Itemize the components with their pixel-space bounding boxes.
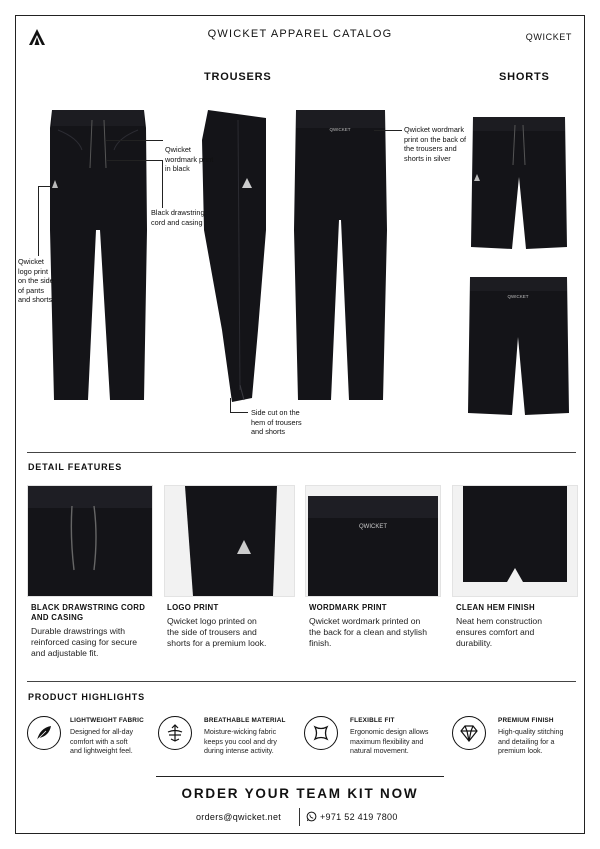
stretch-square-icon — [304, 716, 338, 750]
trousers-back-wordmark: QWICKET — [329, 127, 351, 132]
detail-desc-hem: Neat hem construction ensures comfort and durability. — [456, 616, 542, 648]
trousers-back-image — [293, 110, 388, 402]
callout-wordmark-front: Qwicket wordmark print in black — [165, 145, 214, 174]
shorts-back-image — [467, 277, 570, 417]
detail-heading: DETAIL FEATURES — [28, 462, 123, 472]
contact-separator — [299, 808, 300, 826]
contact-email[interactable]: orders@qwicket.net — [196, 812, 282, 822]
highlight-desc-lightweight: Designed for all-day comfort with a soft and lightweight feel. — [70, 728, 134, 755]
brand-name: QWICKET — [525, 32, 572, 42]
callout-line-drawstring-v — [162, 160, 163, 208]
detail-title-hem: CLEAN HEM FINISH — [456, 603, 535, 612]
detail-photo-wordmark — [305, 485, 441, 597]
trousers-front-image — [48, 110, 148, 402]
section-shorts: SHORTS — [499, 71, 550, 83]
airflow-arrows-icon — [158, 716, 192, 750]
divider-highlights — [27, 681, 576, 682]
callout-line-wordmark-back — [374, 130, 402, 131]
callout-line-drawstring — [106, 160, 163, 161]
callout-drawstring: Black drawstring cord and casing — [151, 208, 205, 227]
highlight-desc-premium: High-quality stitching and detailing for a premium look. — [498, 728, 564, 755]
callout-line-wordmark — [106, 140, 163, 141]
detail-title-logo: LOGO PRINT — [167, 603, 219, 612]
diamond-icon — [452, 716, 486, 750]
contact-phone[interactable]: +971 52 419 7800 — [320, 812, 398, 822]
detail-title-wordmark: WORDMARK PRINT — [309, 603, 387, 612]
shorts-front-image — [470, 117, 568, 251]
section-trousers: TROUSERS — [204, 71, 272, 83]
feather-icon — [27, 716, 61, 750]
detail-desc-drawstring: Durable drawstrings with reinforced casing for secure and adjustable fit. — [31, 626, 138, 658]
detail-desc-wordmark: Qwicket wordmark printed on the back for a clean and stylish finish. — [309, 616, 427, 648]
cta-heading: ORDER YOUR TEAM KIT NOW — [181, 786, 419, 801]
shorts-back-wordmark: QWICKET — [507, 294, 529, 299]
highlight-desc-flexible: Ergonomic design allows maximum flexibility and natural movement. — [350, 728, 429, 755]
detail-title-drawstring: BLACK DRAWSTRING CORD AND CASING — [31, 603, 146, 622]
detail-photo-drawstring — [27, 485, 153, 597]
highlight-title-lightweight: LIGHTWEIGHT FABRIC — [70, 717, 144, 724]
highlight-title-premium: PREMIUM FINISH — [498, 717, 554, 724]
highlight-title-breathable: BREATHABLE MATERIAL — [204, 717, 286, 724]
callout-wordmark-back: Qwicket wordmark print on the back of the trousers and shorts in silver — [404, 125, 467, 163]
whatsapp-icon — [306, 811, 317, 822]
highlight-desc-breathable: Moisture-wicking fabric keeps you cool and dry during intense activity. — [204, 728, 277, 755]
callout-line-sidelogo-h — [38, 186, 50, 187]
divider-cta — [156, 776, 444, 777]
divider-detail — [27, 452, 576, 453]
callout-side-cut: Side cut on the hem of trousers and shorts — [251, 408, 302, 437]
detail-photo-hem — [452, 485, 578, 597]
callout-side-logo: Qwicket logo print on the side of pants and shorts — [18, 257, 54, 305]
detail-desc-logo: Qwicket logo printed on the side of trousers and shorts for a premium look. — [167, 616, 267, 648]
callout-line-sidelogo — [38, 186, 39, 256]
callout-line-sidecut-h — [230, 412, 248, 413]
highlight-title-flexible: FLEXIBLE FIT — [350, 717, 395, 724]
detail-wordmark-text: QWICKET — [359, 524, 387, 530]
detail-photo-logo — [164, 485, 295, 597]
callout-line-sidecut — [230, 398, 231, 412]
catalog-title: QWICKET APPAREL CATALOG — [207, 28, 393, 40]
highlights-heading: PRODUCT HIGHLIGHTS — [28, 692, 145, 702]
